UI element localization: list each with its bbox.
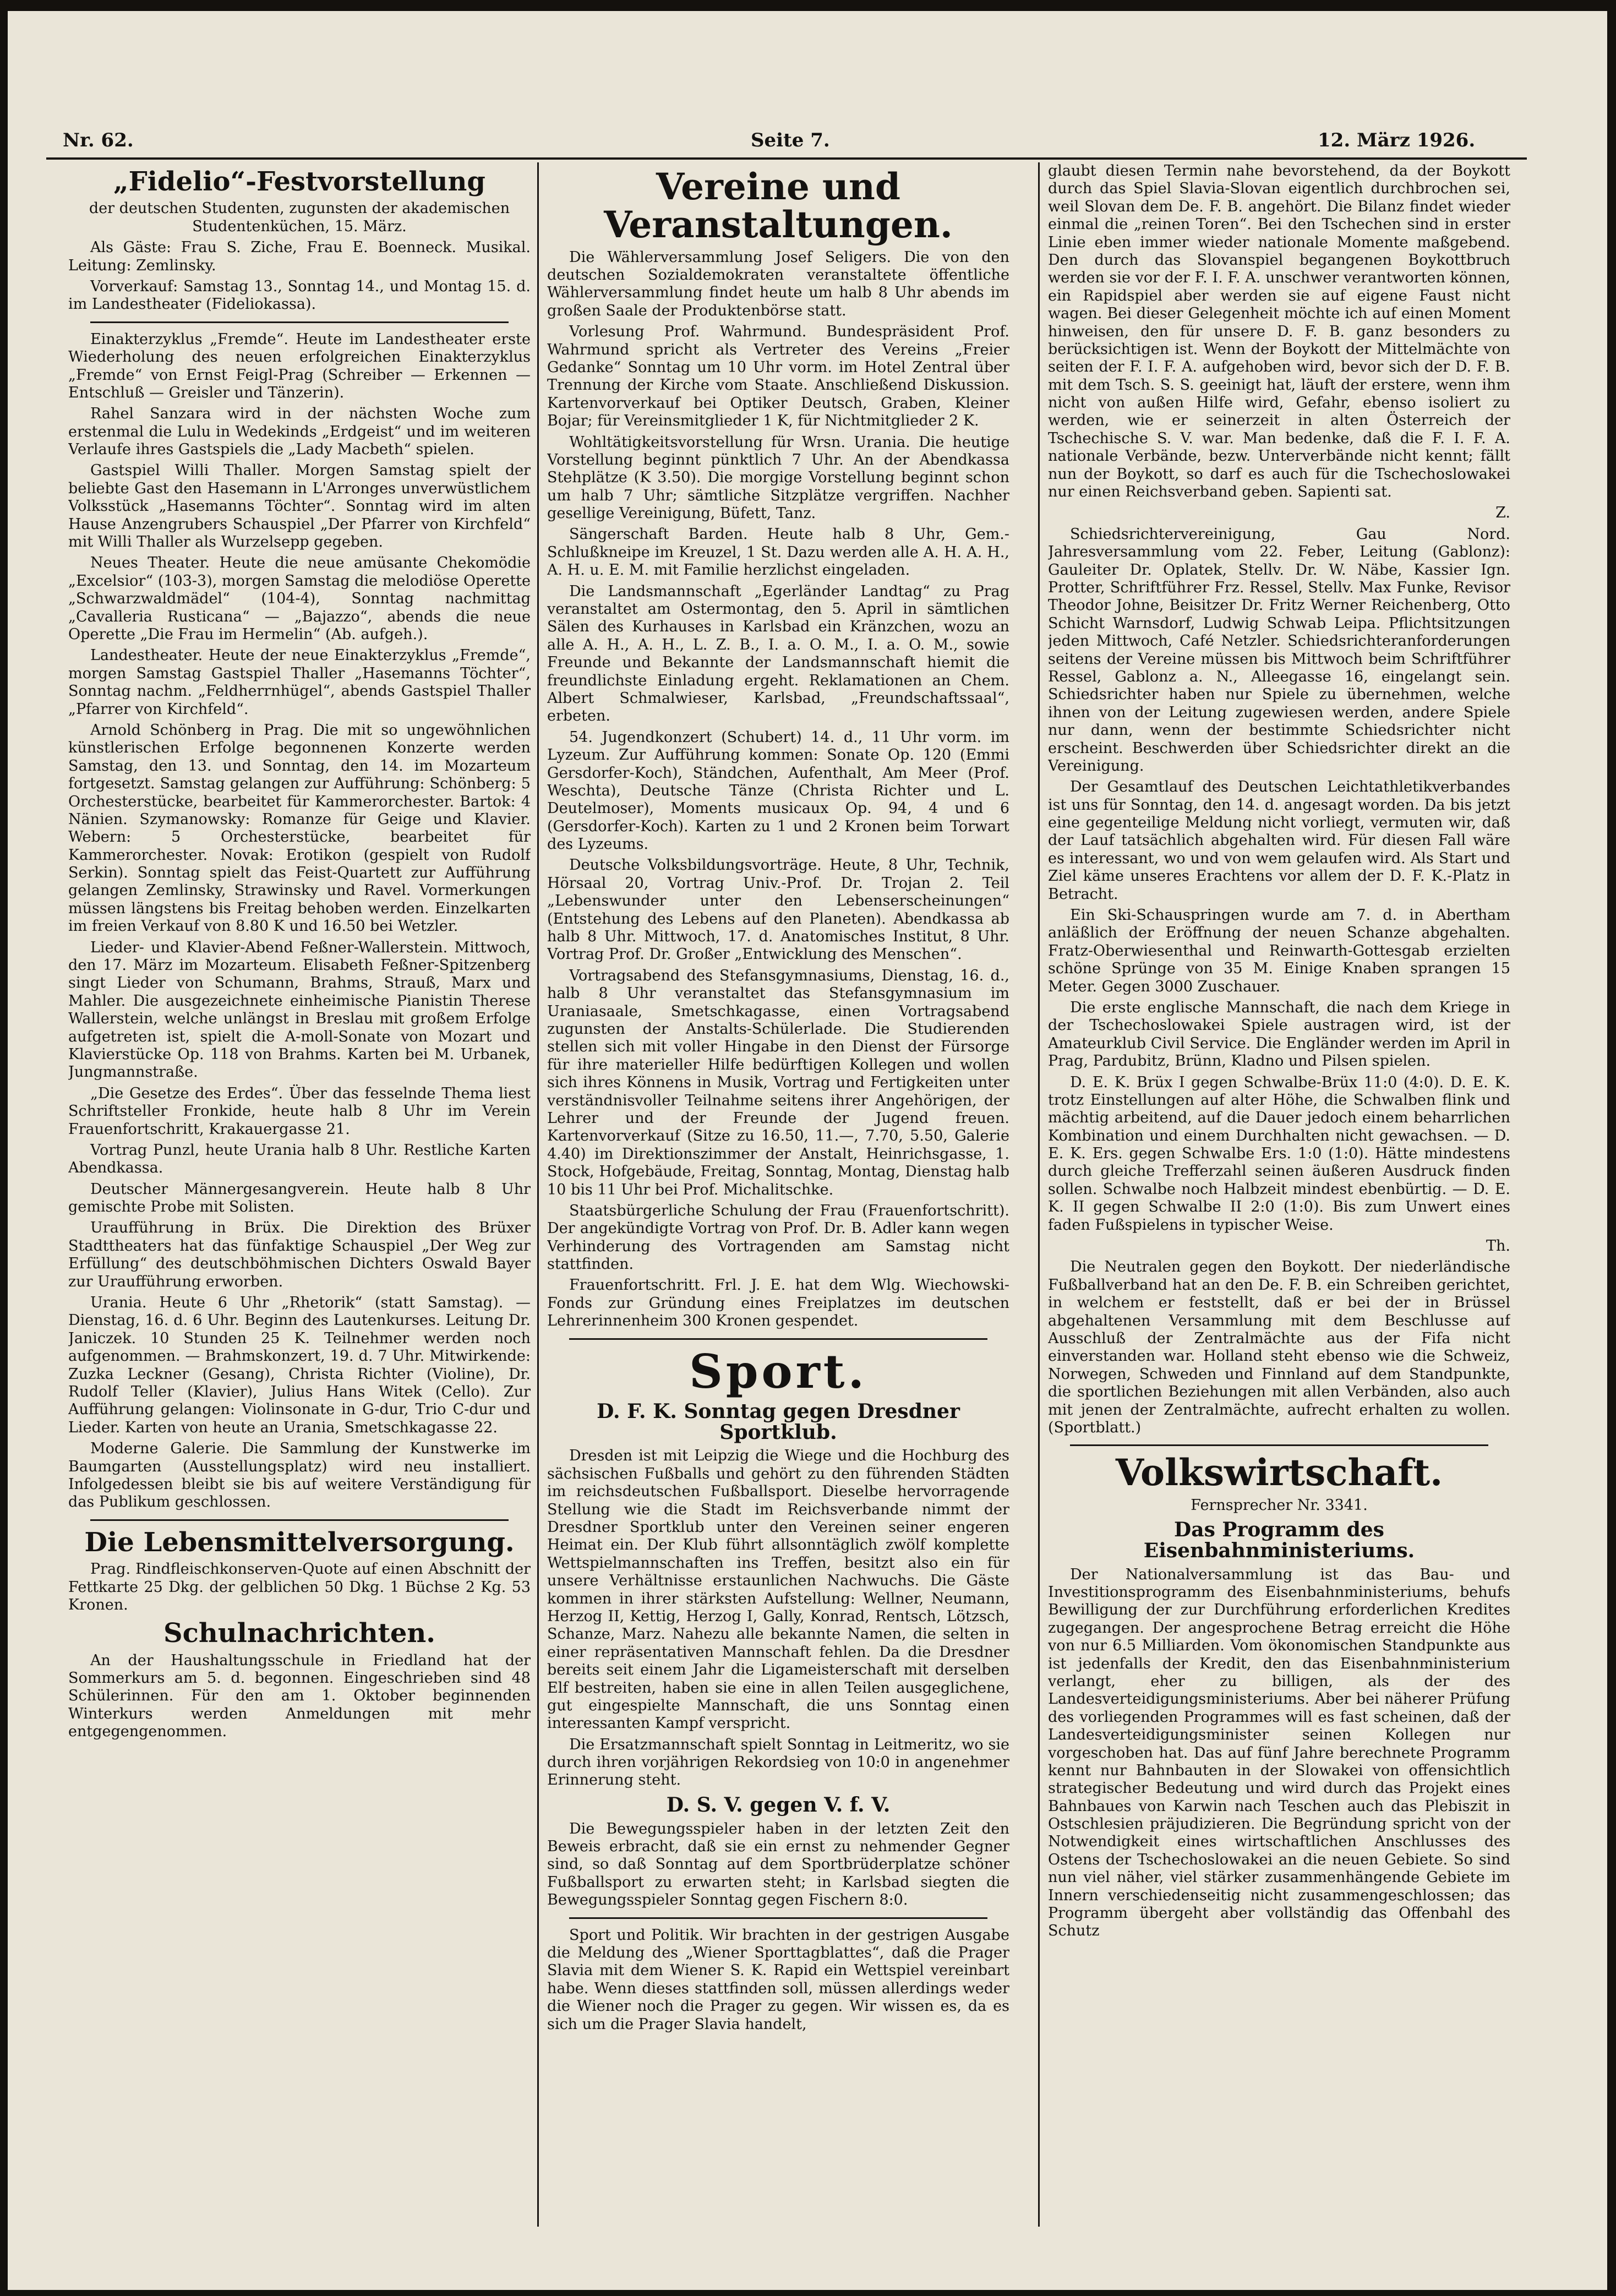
dsv-vfv-headline: D. S. V. gegen V. f. V. xyxy=(666,1793,891,1817)
article-paragraph: Rahel Sanzara wird in der nächsten Woche zum erstenmal die Lulu in Wedekinds „Erdgeist“ und im weiteren Verlaufe ihres Gastspiels die „Lady Macbeth“ spielen. xyxy=(68,405,531,459)
article-paragraph: Neues Theater. Heute die neue amüsante Chekomödie „Excelsior“ (103-3), morgen Samstag die melodiöse Operette „Schwarzwaldmädel“ (104-4), Sonntag nachmittag „Cavalleria Rusticana“ — „Bajazzo“, abends die neue Operette „Die Frau im Hermelin“ (Ab. aufgeh.). xyxy=(68,554,531,643)
article-paragraph: Die Wählerversammlung Josef Seligers. Die von den deutschen Sozialdemokraten veranstaltete öffentliche Wählerversammlung findet heute um halb 8 Uhr abends im großen Saale der Produktenbörse statt. xyxy=(547,248,1009,319)
article-paragraph: Sport und Politik. Wir brachten in der gestrigen Ausgabe die Meldung des „Wiener Sporttagblattes“, daß die Prager Slavia mit dem Wiener S. K. Rapid ein Wettspiel vereinbart habe. Wenn dieses stattfinden soll, müssen allerdings weder die Wiener noch die Prager zu gegen. Wir wissen es, da es sich um die Prager Slavia handelt, xyxy=(547,1926,1009,2033)
article-paragraph: Staatsbürgerliche Schulung der Frau (Frauenfortschritt). Der angekündigte Vortrag von Prof. Dr. B. Adler kann wegen Verhinderung des Vortragenden am Samstag nicht stattfinden. xyxy=(547,1202,1009,1273)
railway-program-headline: Das Programm des Eisenbahnministeriums. xyxy=(1143,1518,1415,1562)
page-number: Seite 7. xyxy=(751,129,830,151)
column-3 xyxy=(1048,162,1510,2232)
article-paragraph: Der Gesamtlauf des Deutschen Leichtathletikverbandes ist uns für Sonntag, den 14. d. angesagt worden. Da bis jetzt eine gegenteilige Meldung nicht vorliegt, vermuten wir, daß der Lauf tatsächlich abgehalten wird. Für diesen Fall wäre es interessant, wo und von wem gelaufen wird. Als Start und Ziel käme unseres Erachtens vor allem der D. F. K.-Platz in Betracht. xyxy=(1048,778,1510,903)
article-paragraph: Vorlesung Prof. Wahrmund. Bundespräsident Prof. Wahrmund spricht als Vertreter des Vereins „Freier Gedanke“ Sonntag um 10 Uhr vorm. im Hotel Zentral über Trennung der Kirche vom Staate. Anschließend Diskussion. Kartenvorverkauf bei Optiker Deutsch, Graben, Kleiner Bojar; für Vereinsmitglieder 1 K, für Nichtmitglieder 2 K. xyxy=(547,323,1009,430)
article-paragraph: Ein Ski-Schauspringen wurde am 7. d. in Abertham anläßlich der Eröffnung der neuen Schanze abgehalten. Fratz-Oberwiesenthal und Reinwarth-Gottesgab erzielten schöne Sprünge von 35 M. Einige Knaben sprangen 15 Meter. Gegen 3000 Zuschauer. xyxy=(1048,907,1510,995)
issue-date: 12. März 1926. xyxy=(1318,129,1476,151)
economy-headline: Volkswirtschaft. xyxy=(1115,1451,1443,1495)
article-paragraph: Lieder- und Klavier-Abend Feßner-Wallerstein. Mittwoch, den 17. März im Mozarteum. Elisabeth Feßner-Spitzenberg singt Lieder von Schumann, Brahms, Strauß, Marx und Mahler. Die ausgezeichnete einheimische Pianistin Therese Wallerstein, welche unlängst in Breslau mit großem Erfolge aufgetreten ist, spielt die A-moll-Sonate von Mozart und Klavierstücke Op. 118 von Brahms. Karten bei M. Urbanek, Jungmannstraße. xyxy=(68,939,531,1081)
article-paragraph: Schiedsrichtervereinigung, Gau Nord. Jahresversammlung vom 22. Feber, Leitung (Gablonz): Gauleiter Dr. Oplatek, Stellv. Dr. W. Näbe, Kassier Ign. Protter, Schriftführer Frz. Ressel, Stellv. Max Funke, Revisor Theodor Johne, Beisitzer Dr. Fritz Werner Reichenberg, Otto Schicht Warnsdorf, Ludwig Schwab Leipa. Pflichtsitzungen jeden Mittwoch, Café Netzler. Schiedsrichteranforderungen seitens der Vereine müssen bis Mittwoch beim Schriftführer Ressel, Gablonz a. N., Alleegasse 16, eingelangt sein. Schiedsrichter haben nur Spiele zu übernehmen, welche ihnen von der Leitung zugewiesen werden, andere Spiele nur dann, wenn der bestimmte Schiedsrichter nicht erscheint. Beschwerden über Schiedsrichter direkt an die Vereinigung. xyxy=(1048,525,1510,775)
article-paragraph: Wohltätigkeitsvorstellung für Wrsn. Urania. Die heutige Vorstellung beginnt pünktlich 7 Uhr. An der Abendkassa Stehplätze (K 3.50). Die morgige Vorstellung beginnt schon um halb 7 Uhr; sämtliche Sitzplätze vergriffen. Nachher gesellige Vereinigung, Büfett, Tanz. xyxy=(547,433,1009,522)
article-paragraph: Vortragsabend des Stefansgymnasiums, Dienstag, 16. d., halb 8 Uhr veranstaltet das Stefansgymnasium im Uraniasaale, Smetschkagasse, einen Vortragsabend zugunsten der Anstalts-Schülerlade. Die Studierenden stellen sich mit voller Hingabe in den Dienst der Fürsorge für ihre materieller Hilfe bedürftigen Kollegen und wollen sich ihres Könnens in Musik, Vortrag und Fertigkeiten unter verständnisvoller Teilnahme seitens ihrer Angehörigen, der Lehrer und der Freunde der Jugend freuen. Kartenvorverkauf (Sitze zu 16.50, 11.—, 7.70, 5.50, Galerie 4.40) im Direktionszimmer der Anstalt, Heinrichsgasse, 1. Stock, Hofgebäude, Freitag, Sonntag, Montag, Dienstag halb 10 bis 11 Uhr bei Prof. Michalitschke. xyxy=(547,967,1009,1198)
phone-number-line: Fernsprecher Nr. 3341. xyxy=(1191,1496,1368,1514)
article-paragraph: Die Landsmannschaft „Egerländer Landtag“ zu Prag veranstaltet am Ostermontag, den 5. April in sämtlichen Sälen des Kurhauses in Karlsbad ein Kränzchen, wozu an alle A. H., A. H., L. Z. B., I. a. O. M., I. a. O. M., sowie Freunde und Bekannte der Landsmannschaft hiemit die freundlichste Einladung ergeht. Reklamationen an Chem. Albert Schmalwieser, Karlsbad, „Freundschaftssaal“, erbeten. xyxy=(547,582,1009,725)
article-paragraph: D. E. K. Brüx I gegen Schwalbe-Brüx 11:0 (4:0). D. E. K. trotz Einstellungen auf alter Höhe, die Schwalben flink und mächtig arbeitend, auf die Dauer jedoch einem beharrlichen Kombination und einem Durchhalten nicht gewachsen. — D. E. K. Ers. gegen Schwalbe Ers. 1:0 (1:0). Hätte mindestens durch gleiche Trefferzahl seinen äußeren Ausdruck finden sollen. Schwalbe noch Halbzeit mindest ebenbürtig. — D. E. K. II gegen Schwalbe II 2:0 (1:0). Bis zum Unwert eines faden Fußspielens in typischer Weise. xyxy=(1048,1073,1510,1234)
article-paragraph: Gastspiel Willi Thaller. Morgen Samstag spielt der beliebte Gast den Hasemann in L'Arronges unverwüstlichem Volksstück „Hasemanns Töchter“. Sonntag wird im alten Hause Anzengrubers Schauspiel „Der Pfarrer von Kirchfeld“ mit Willi Thaller als Wurzelsepp gegeben. xyxy=(68,462,531,551)
column-rule-1 xyxy=(537,162,539,2227)
article-paragraph: Vortrag Punzl, heute Urania halb 8 Uhr. Restliche Karten Abendkassa. xyxy=(68,1141,531,1177)
article-paragraph: Der Nationalversammlung ist das Bau- und Investitionsprogramm des Eisenbahnministeriums, behufs Bewilligung der zur Durchführung erforderlichen Kredites zugegangen. Der angesprochene Betrag erreicht die Höhe von nur 6.5 Milliarden. Vom ökonomischen Standpunkte aus ist jedenfalls der Kredit, den das Eisenbahnministerium verlangt, eher zu billigen, als der des Landesverteidigungsministeriums. Aber bei näherer Prüfung des vorliegenden Programmes will es fast scheinen, daß der Landesverteidigungsminister seinen Kollegen nur vorgeschoben hat. Das auf fünf Jahre berechnete Programm kennt nur Bahnbauten in der Slowakei von offensichtlich strategischer Bedeutung und wird durch das Projekt eines Bahnbaues von Karwin nach Teschen auch das Plebiszit in Ostschlesien präjudizieren. Die Begründung spricht von der Notwendigkeit eines wirtschaftlichen Anschlusses des Ostens der Tschechoslowakei an die neuen Gebiete. So sind nun viel näher, viel stärker zusammenhängende Gebiete im Innern verschiedenseitig nicht zusammengeschlossen; das Programm übergeht aber vollständig das Offenbahl des Schutz xyxy=(1048,1566,1510,1940)
article-paragraph: Uraufführung in Brüx. Die Direktion des Brüxer Stadttheaters hat das fünfaktige Schauspiel „Der Weg zur Erfüllung“ des deutschböhmischen Dichters Oswald Bayer zur Uraufführung erworben. xyxy=(68,1219,531,1290)
article-paragraph: Frauenfortschritt. Frl. J. E. hat dem Wlg. Wiechowski-Fonds zur Gründung eines Freiplatzes im deutschen Lehrerinnenheim 300 Kronen gespendet. xyxy=(547,1277,1009,1330)
section-divider xyxy=(90,1519,509,1521)
column-2 xyxy=(547,162,1009,2232)
column-rule-2 xyxy=(1038,162,1040,2227)
article-paragraph: Deutscher Männergesangverein. Heute halb 8 Uhr gemischte Probe mit Solisten. xyxy=(68,1180,531,1216)
dfk-dresden-headline: D. F. K. Sonntag gegen Dresdner Sportklub. xyxy=(597,1399,960,1444)
food-supply-headline: Die Lebensmittelversorgung. xyxy=(84,1526,515,1558)
fidelio-headline: „Fidelio“-Festvorstellung xyxy=(113,166,485,197)
article-paragraph: Die Bewegungsspieler haben in der letzten Zeit den Beweis erbracht, daß sie ein ernst zu nehmender Gegner sind, so daß Sonntag auf dem Sportbrüderplatze schöner Fußballsport zu erwarten steht; in Karlsbad siegten die Bewegungsspieler Sonntag gegen Fischern 8:0. xyxy=(547,1820,1009,1909)
fidelio-subheading: der deutschen Studenten, zugunsten der akademischen Studentenküchen, 15. März. xyxy=(89,200,510,235)
section-divider xyxy=(90,321,509,323)
school-news-headline: Schulnachrichten. xyxy=(163,1618,435,1649)
sport-headline: Sport. xyxy=(689,1344,867,1399)
page-header xyxy=(46,77,1527,160)
article-paragraph: 54. Jugendkonzert (Schubert) 14. d., 11 Uhr vorm. im Lyzeum. Zur Aufführung kommen: Sonate Op. 120 (Emmi Gersdorfer-Koch), Ständchen, Aufenthalt, Am Meer (Prof. Weschta), Deutsche Tänze (Christa Richter und L. Deutelmoser), Moments musicaux Op. 94, 4 und 6 (Gersdorfer-Koch). Karten zu 1 und 2 Kronen beim Torwart des Lyzeums. xyxy=(547,728,1009,853)
article-paragraph: glaubt diesen Termin nahe bevorstehend, da der Boykott durch das Spiel Slavia-Slovan eigentlich durchbrochen sei, weil Slovan dem De. F. B. angehört. Die Bilanz findet wieder einmal die „reinen Toren“. Bei den Tschechen sind in erster Linie eben immer wieder nationale Momente maßgebend. Den durch das Slovanspiel begangenen Boykottbruch werden sie vor der F. I. F. A. unschwer verantworten können, ein Rapidspiel aber werden sie auf eigene Faust nicht wagen. Bei dieser Gelegenheit möchte ich auf einen Moment hinweisen, den für unsere D. F. B. ganz besonders zu berücksichtigen ist. Wenn der Boykott der Mittelmächte von seiten der F. I. F. A. aufgehoben wird, bevor sich der D. F. B. mit dem Tsch. S. S. geeinigt hat, läuft der erstere, wenn ihm nicht von außen Hilfe wird, Gefahr, ebenso isoliert zu werden, wie er seinerzeit in alten Österreich der Tschechische S. V. war. Man bedenke, daß die F. I. F. A. nationale Verbände, bezw. Unterverbände nicht kennt; fällt nun der Boykott, so darf es auch für die Tschechoslowakei nur einen Reichsverband geben. Sapienti sat. xyxy=(1048,162,1510,501)
article-paragraph: Die erste englische Mannschaft, die nach dem Kriege in der Tschechoslowakei Spiele austragen wird, ist der Amateurklub Civil Service. Die Engländer werden im April in Prag, Pardubitz, Brünn, Kladno und Pilsen spielen. xyxy=(1048,999,1510,1070)
newspaper-page xyxy=(8,11,1607,2290)
section-divider xyxy=(569,1338,987,1340)
article-paragraph: Landestheater. Heute der neue Einakterzyklus „Fremde“, morgen Samstag Gastspiel Thaller „Hasemanns Töchter“, Sonntag nachm. „Feldherrnhügel“, abends Gastspiel Thaller „Pfarrer von Kirchfeld“. xyxy=(68,647,531,718)
section-divider xyxy=(1070,1444,1488,1446)
article-paragraph: Arnold Schönberg in Prag. Die mit so ungewöhnlichen künstlerischen Erfolge begonnenen Konzerte werden Samstag, den 13. und Sonntag, den 14. im Mozarteum fortgesetzt. Samstag gelangen zur Aufführung: Schönberg: 5 Orchesterstücke, bearbeitet für Kammerorchester. Bartok: 4 Nänien. Szymanowsky: Romanze für Geige und Klavier. Webern: 5 Orchesterstücke, bearbeitet für Kammerorchester. Novak: Erotikon (gespielt von Rudolf Serkin). Sonntag spielt das Feist-Quartett zur Aufführung gelangen Zemlinsky, Strawinsky und Ravel. Vormerkungen müssen längstens bis Freitag behoben werden. Einzelkarten im freien Verkauf von 8.80 K und 16.50 bei Wetzler. xyxy=(68,721,531,935)
article-paragraph: Vorverkauf: Samstag 13., Sonntag 14., und Montag 15. d. im Landestheater (Fideliokassa). xyxy=(68,277,531,313)
article-paragraph: Prag. Rindfleischkonserven-Quote auf einen Abschnitt der Fettkarte 25 Dkg. der gelblichen 50 Dkg. 1 Büchse 2 Kg. 53 Kronen. xyxy=(68,1561,531,1613)
article-paragraph: Dresden ist mit Leipzig die Wiege und die Hochburg des sächsischen Fußballs und gehört zu den führenden Städten im reichsdeutschen Fußballsport. Dieselbe hervorragende Stellung wie die Stadt im Reichsverbande nimmt der Dresdner Sportklub unter den Vereinen seiner engeren Heimat ein. Der Klub führt allsonntäglich zwölf komplette Wettspielmannschaften ins Treffen, besitzt also ein für unsere Verhältnisse erstaunlichen Nachwuchs. Die Gäste kommen in ihrer stärksten Aufstellung: Wellner, Neumann, Herzog II, Kettig, Herzog I, Gally, Konrad, Rentsch, Lötzsch, Schanze, Marz. Nahezu alle bekannte Namen, die selten in einer repräsentativen Mannschaft fehlen. Da die Dresdner bereits seit einem Jahr die Ligameisterschaft mit derselben Elf bestreiten, haben sie eine in allen Teilen ausgeglichene, gut eingespielte Mannschaft, die uns Sonntag einen interessanten Kampf verspricht. xyxy=(547,1447,1009,1732)
article-paragraph: Die Neutralen gegen den Boykott. Der niederländische Fußballverband hat an den De. F. B. ein Schreiben gerichtet, in welchem er feststellt, daß er bei der in Brüssel abgehaltenen Versammlung mit dem Beschlusse auf Ausschluß der Zentralmächte aus der Fifa nicht einverstanden war. Holland steht ebenso wie die Schweiz, Norwegen, Schweden und Finnland auf dem Standpunkte, die sportlichen Beziehungen mit allen Verbänden, also auch mit jenen der Zentralmächte, aufrecht erhalten zu wollen. (Sportblatt.) xyxy=(1048,1258,1510,1436)
author-signature: Z. xyxy=(1495,504,1510,522)
article-paragraph: „Die Gesetze des Erdes“. Über das fesselnde Thema liest Schriftsteller Fronkide, heute halb 8 Uhr im Verein Frauenfortschritt, Krakauergasse 21. xyxy=(68,1084,531,1138)
article-paragraph: Urania. Heute 6 Uhr „Rhetorik“ (statt Samstag). — Dienstag, 16. d. 6 Uhr. Beginn des Lautenkurses. Leitung Dr. Janiczek. 10 Stunden 25 K. Teilnehmer werden noch aufgenommen. — Brahmskonzert, 19. d. 7 Uhr. Mitwirkende: Zuzka Leckner (Gesang), Christa Richter (Violine), Dr. Rudolf Teller (Klavier), Julius Hans Witek (Cello). Zur Aufführung gelangen: Violinsonate in G-dur, Trio C-dur und Lieder. Karten von heute an Urania, Smetschkagasse 22. xyxy=(68,1294,531,1436)
issue-number: Nr. 62. xyxy=(63,129,134,151)
article-paragraph: Sängerschaft Barden. Heute halb 8 Uhr, Gem.-Schlußkneipe im Kreuzel, 1 St. Dazu werden alle A. H. A. H., A. H. u. E. M. mit Familie herzlichst eingeladen. xyxy=(547,526,1009,579)
article-paragraph: An der Haushaltungsschule in Friedland hat der Sommerkurs am 5. d. begonnen. Eingeschrieben sind 48 Schülerinnen. Für den am 1. Oktober beginnenden Winterkurs werden Anmeldungen mit mehr entgegengenommen. xyxy=(68,1651,531,1741)
column-1 xyxy=(68,162,531,2232)
author-signature: Th. xyxy=(1486,1237,1510,1255)
clubs-events-headline: Vereine und Veranstaltungen. xyxy=(604,165,953,247)
article-paragraph: Moderne Galerie. Die Sammlung der Kunstwerke im Baumgarten (Ausstellungsplatz) wird neu installiert. Infolgedessen bleibt sie bis auf weitere Verständigung für das Publikum geschlossen. xyxy=(68,1440,531,1511)
article-paragraph: Deutsche Volksbildungsvorträge. Heute, 8 Uhr, Technik, Hörsaal 20, Vortrag Univ.-Prof. Dr. Trojan 2. Teil „Lebenswunder unter den Lebenserscheinungen“ (Entstehung des Lebens auf den Planeten). Abendkassa ab halb 8 Uhr. Mittwoch, 17. d. Anatomisches Institut, 8 Uhr. Vortrag Prof. Dr. Großer „Entwicklung des Menschen“. xyxy=(547,857,1009,963)
article-paragraph: Einakterzyklus „Fremde“. Heute im Landestheater erste Wiederholung des neuen erfolgreichen Einakterzyklus „Fremde“ von Ernst Feigl-Prag (Schreiber — Erkennen — Entschluß — Greisler und Tänzerin). xyxy=(68,330,531,401)
article-paragraph: Als Gäste: Frau S. Ziche, Frau E. Boenneck. Musikal. Leitung: Zemlinsky. xyxy=(68,239,531,274)
header-rule xyxy=(46,157,1527,160)
section-divider xyxy=(569,1917,987,1919)
article-paragraph: Die Ersatzmannschaft spielt Sonntag in Leitmeritz, wo sie durch ihren vorjährigen Rekordsieg von 10:0 in angenehmer Erinnerung steht. xyxy=(547,1736,1009,1789)
